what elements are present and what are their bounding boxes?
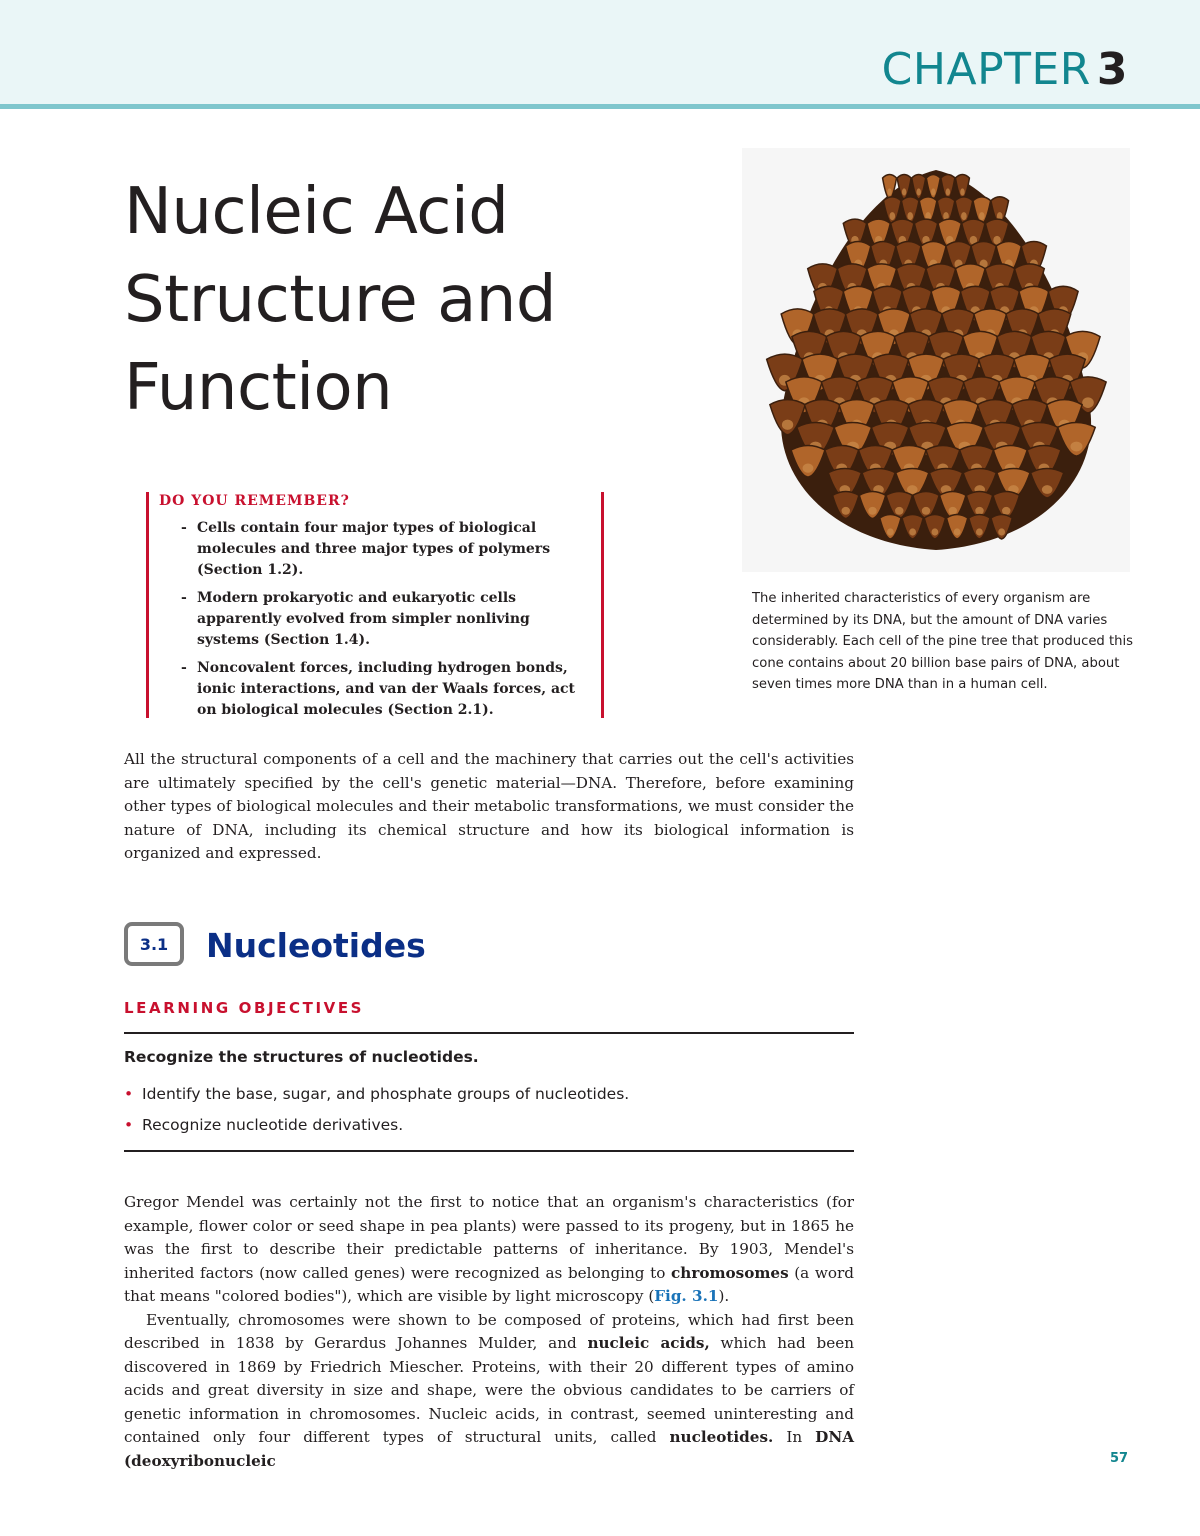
body-text-run: Eventually, chromosomes were shown to be composed of proteins, which had first been described in 1838 by Gerardus Johannes Mulder, and <box>124 1310 854 1352</box>
cone-scale-tip <box>922 507 930 515</box>
dash-marker: - <box>181 520 187 536</box>
key-term-nucleotides: nucleotides. <box>669 1428 774 1446</box>
cone-scale-tip <box>889 212 895 220</box>
bullet-marker: • <box>124 1085 134 1103</box>
pine-cone-illustration <box>742 148 1130 572</box>
section-title: Nucleotides <box>206 926 426 965</box>
cone-scale-tip <box>946 188 950 195</box>
key-term-chromosomes: chromosomes <box>671 1263 789 1282</box>
cone-scale-tip <box>975 507 983 515</box>
learning-objectives-top-rule <box>124 1032 854 1034</box>
chapter-title-line-2: Structure and <box>124 263 556 337</box>
cone-scale-tip <box>961 212 967 220</box>
dash-marker: - <box>181 660 187 676</box>
learning-objective-item <box>124 1082 854 1106</box>
learning-objective-text: Recognize nucleotide derivatives. <box>142 1116 404 1134</box>
learning-objective-main: Recognize the structures of nucleotides. <box>124 1048 479 1066</box>
cone-scale-tip <box>1070 442 1082 452</box>
learning-objectives-bottom-rule <box>124 1150 854 1152</box>
figure-caption: The inherited characteristics of every organism are determined by its DNA, but the amount of DNA varies considerably. Each cell of the pine tree that produced this cone contains about 20 billion base pairs of DNA, about seven times more DNA than in a human cell. <box>752 591 1134 692</box>
cone-scale-tip <box>907 212 913 220</box>
cone-scale-tip <box>1082 397 1094 408</box>
cone-scale-tip <box>931 188 935 195</box>
cone-scale-tip <box>868 507 876 515</box>
learning-objectives-list <box>124 1082 854 1144</box>
remember-item <box>159 518 591 581</box>
cone-scale-tip <box>1002 507 1010 515</box>
cone-scale-tip <box>960 188 964 195</box>
cone-scale-tip <box>954 528 961 535</box>
cone-scale-tip <box>909 528 916 535</box>
chapter-number: 3 <box>1096 44 1128 95</box>
dash-marker: - <box>181 590 187 606</box>
figure-reference-link[interactable]: Fig. 3.1 <box>654 1287 719 1305</box>
key-term-nucleic-acids: nucleic acids, <box>587 1334 710 1352</box>
body-paragraph-2 <box>124 1309 854 1474</box>
remember-item-text: Cells contain four major types of biological molecules and three major types of polymers (Section 1.2). <box>197 520 551 578</box>
cone-scale-tip <box>907 485 918 494</box>
cone-scale-tip <box>887 188 891 195</box>
learning-objective-item <box>124 1113 854 1137</box>
cone-scale-tip <box>902 188 906 195</box>
body-text-run: Gregor Mendel was certainly not the first to notice that an organism's characteristics (for example, flower color or seed shape in pea plants) were passed to its progeny, but in 1865 he was the first to describe their predictable patterns of inheritance. By 1903, Mendel's inherited factors (now called genes) were recognized as belonging to <box>124 1193 854 1282</box>
body-text <box>124 1191 854 1473</box>
body-text-run: In <box>773 1428 816 1446</box>
do-you-remember-list <box>159 518 591 721</box>
cone-scale-tip <box>842 507 850 515</box>
learning-objectives-heading: LEARNING OBJECTIVES <box>124 999 365 1017</box>
do-you-remember-heading: DO YOU REMEMBER? <box>159 493 350 509</box>
chapter-title <box>124 168 684 432</box>
cone-scale-tip <box>803 463 814 472</box>
do-you-remember-box <box>146 492 604 718</box>
remember-item <box>159 658 591 721</box>
cone-scale-tip <box>916 188 920 195</box>
intro-paragraph: All the structural components of a cell and the machinery that carries out the cell's activities are ultimately specified by the cell's genetic material—DNA. Therefore, before examining other types of biological molecules and their metabolic transformations, we must consider the nature of DNA, including its chemical structure and how its biological information is organized and expressed. <box>124 750 854 863</box>
section-number-badge: 3.1 <box>124 922 184 966</box>
cone-scale-tip <box>887 528 894 535</box>
cone-scale-tip <box>931 528 938 535</box>
cone-scale-tip <box>949 507 957 515</box>
cone-scale-tip <box>1042 485 1053 494</box>
cone-scale-tip <box>976 528 983 535</box>
learning-objective-text: Identify the base, sugar, and phosphate groups of nucleotides. <box>142 1085 630 1103</box>
body-text-run: which had been discovered in 1869 by Friedrich Miescher. Proteins, with their 20 different types of amino acids and great diversity in size and shape, were the obvious candidates to be carriers of genetic information in chromosomes. Nucleic acids, in contrast, seemed uninteresting and contained only four different types of structural units, called <box>124 1334 854 1446</box>
chapter-word: CHAPTER <box>881 44 1091 95</box>
body-paragraph-1 <box>124 1191 854 1309</box>
remember-item-text: Modern prokaryotic and eukaryotic cells apparently evolved from simpler nonliving systems (Section 1.4). <box>197 590 530 648</box>
key-term-dna: DNA (deoxyribonucleic <box>124 1428 854 1470</box>
remember-item <box>159 588 591 651</box>
chapter-title-line-3: Function <box>124 351 393 425</box>
body-text-run: (a word that means "colored bodies"), which are visible by light microscopy ( <box>124 1263 854 1305</box>
cone-scale-tip <box>979 212 985 220</box>
cone-scale-tip <box>895 507 903 515</box>
pine-cone-photo <box>742 148 1130 572</box>
remember-item-text: Noncovalent forces, including hydrogen bonds, ionic interactions, and van der Waals forces, act on biological molecules (Section 2.1). <box>197 660 576 718</box>
cone-scale-tip <box>998 528 1005 535</box>
chapter-title-line-1: Nucleic Acid <box>124 175 509 249</box>
body-text-run: ). <box>718 1287 730 1305</box>
page-number: 57 <box>1110 1451 1129 1466</box>
bullet-marker: • <box>124 1116 134 1134</box>
cone-scale-tip <box>782 420 793 430</box>
chapter-label <box>881 44 1128 95</box>
